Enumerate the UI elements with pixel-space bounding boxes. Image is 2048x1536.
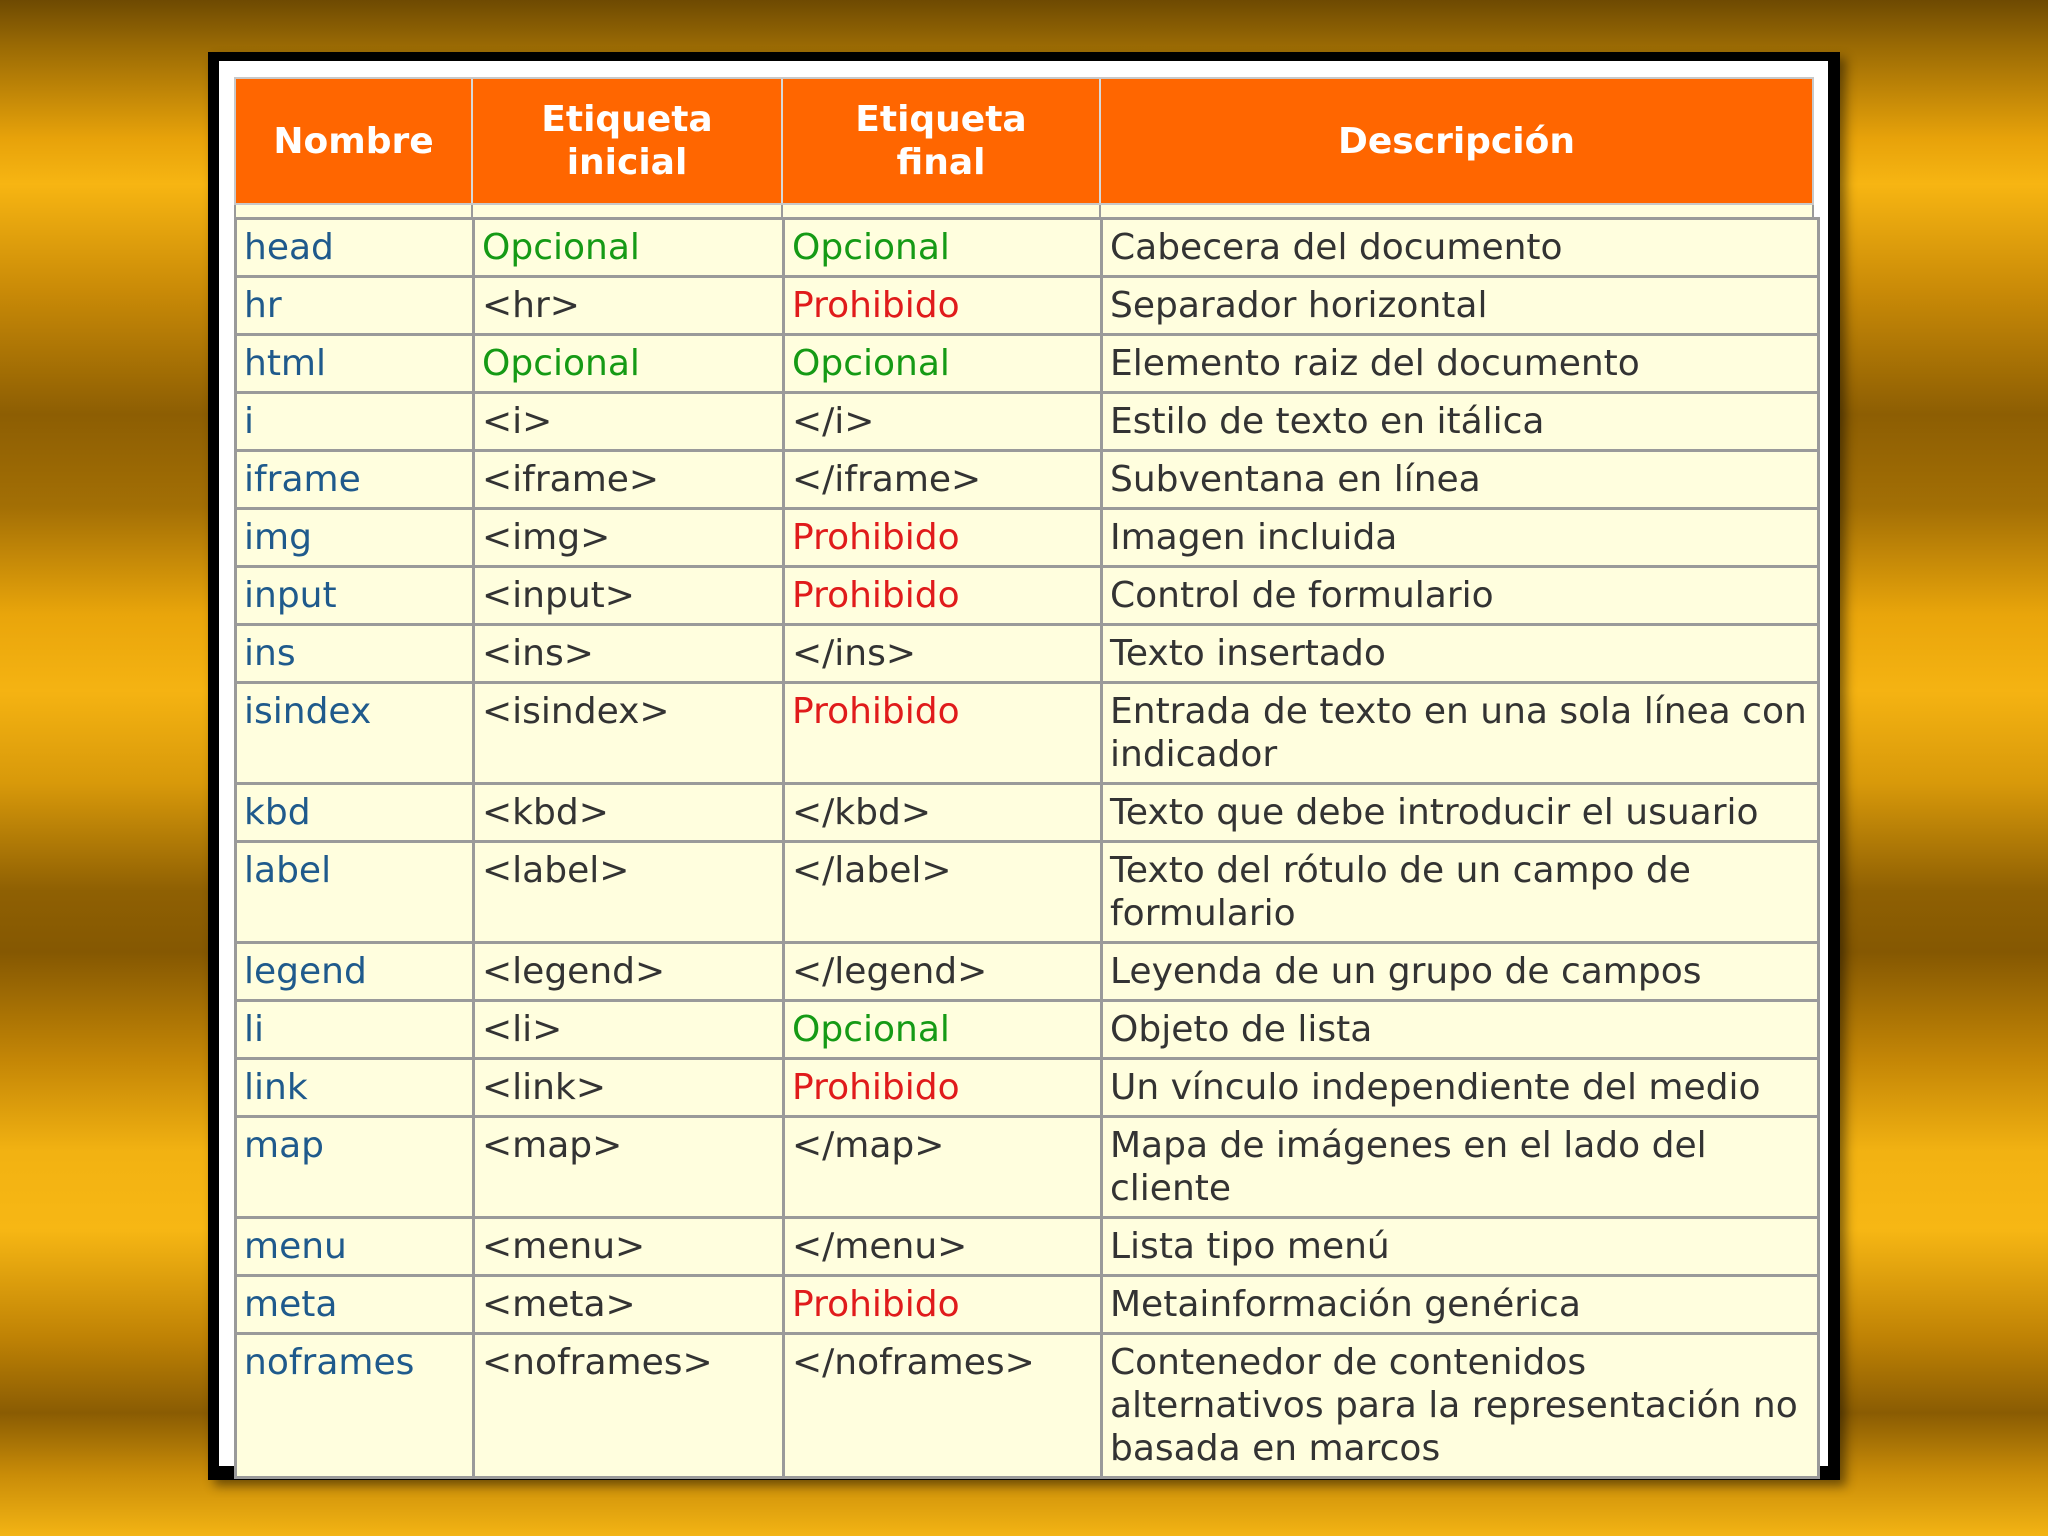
table-header	[234, 77, 1814, 205]
table-row	[236, 1334, 1819, 1478]
cell-end-tag: </menu>	[784, 1218, 1102, 1276]
table-row	[236, 1276, 1819, 1334]
cell-end-tag: Prohibido	[784, 1059, 1102, 1117]
table-body	[234, 217, 1820, 1479]
cell-start-tag: <iframe>	[474, 451, 784, 509]
cell-name: img	[236, 509, 474, 567]
cell-start-tag: <input>	[474, 567, 784, 625]
header-descripcion: Descripción	[1338, 120, 1575, 162]
table-row	[236, 1218, 1819, 1276]
table-row	[236, 1059, 1819, 1117]
cell-end-tag: </kbd>	[784, 784, 1102, 842]
cell-start-tag: Opcional	[474, 335, 784, 393]
header-etiqueta-inicial: Etiqueta inicial	[473, 79, 783, 203]
cell-description: Objeto de lista	[1102, 1001, 1819, 1059]
cell-end-tag: </noframes>	[784, 1334, 1102, 1478]
cell-name: meta	[236, 1276, 474, 1334]
cell-description: Entrada de texto en una sola línea con indicador	[1102, 683, 1819, 784]
cell-description: Leyenda de un grupo de campos	[1102, 943, 1819, 1001]
table-row	[236, 943, 1819, 1001]
cell-name: i	[236, 393, 474, 451]
table-row	[236, 784, 1819, 842]
slide-sheet	[219, 61, 1828, 1469]
cell-start-tag: <li>	[474, 1001, 784, 1059]
table-row	[236, 393, 1819, 451]
cell-start-tag: <ins>	[474, 625, 784, 683]
cell-description: Contenedor de contenidos alternativos para la representación no basada en marcos	[1102, 1334, 1819, 1478]
table-row	[236, 219, 1819, 277]
table-row	[236, 451, 1819, 509]
slide-frame	[208, 52, 1840, 1480]
cell-start-tag: <legend>	[474, 943, 784, 1001]
cell-end-tag: </ins>	[784, 625, 1102, 683]
cell-name: iframe	[236, 451, 474, 509]
cell-end-tag: Prohibido	[784, 683, 1102, 784]
cell-end-tag: Prohibido	[784, 277, 1102, 335]
cell-start-tag: <map>	[474, 1117, 784, 1218]
cell-description: Lista tipo menú	[1102, 1218, 1819, 1276]
cell-description: Texto del rótulo de un campo de formulario	[1102, 842, 1819, 943]
cell-name: noframes	[236, 1334, 474, 1478]
header-gap	[234, 205, 1814, 217]
cell-end-tag: </iframe>	[784, 451, 1102, 509]
cell-description: Mapa de imágenes en el lado del cliente	[1102, 1117, 1819, 1218]
cell-description: Elemento raiz del documento	[1102, 335, 1819, 393]
cell-start-tag: <label>	[474, 842, 784, 943]
cell-description: Metainformación genérica	[1102, 1276, 1819, 1334]
cell-description: Texto que debe introducir el usuario	[1102, 784, 1819, 842]
cell-name: label	[236, 842, 474, 943]
cell-start-tag: <img>	[474, 509, 784, 567]
cell-name: html	[236, 335, 474, 393]
html-tags-table	[234, 77, 1814, 1479]
cell-end-tag: </i>	[784, 393, 1102, 451]
cell-start-tag: <menu>	[474, 1218, 784, 1276]
cell-end-tag: </label>	[784, 842, 1102, 943]
cell-start-tag: <isindex>	[474, 683, 784, 784]
table-row	[236, 683, 1819, 784]
cell-name: isindex	[236, 683, 474, 784]
cell-description: Estilo de texto en itálica	[1102, 393, 1819, 451]
cell-start-tag: <kbd>	[474, 784, 784, 842]
cell-name: menu	[236, 1218, 474, 1276]
table-row	[236, 509, 1819, 567]
cell-end-tag: Prohibido	[784, 567, 1102, 625]
cell-start-tag: <noframes>	[474, 1334, 784, 1478]
cell-start-tag: <meta>	[474, 1276, 784, 1334]
cell-name: li	[236, 1001, 474, 1059]
cell-name: legend	[236, 943, 474, 1001]
cell-description: Texto insertado	[1102, 625, 1819, 683]
cell-description: Un vínculo independiente del medio	[1102, 1059, 1819, 1117]
table-row	[236, 567, 1819, 625]
table-row	[236, 1001, 1819, 1059]
header-etiqueta-final: Etiqueta final	[783, 79, 1101, 203]
cell-end-tag: </map>	[784, 1117, 1102, 1218]
cell-description: Imagen incluida	[1102, 509, 1819, 567]
table-row	[236, 277, 1819, 335]
cell-end-tag: Prohibido	[784, 1276, 1102, 1334]
cell-name: head	[236, 219, 474, 277]
cell-end-tag: Opcional	[784, 1001, 1102, 1059]
cell-start-tag: <i>	[474, 393, 784, 451]
cell-end-tag: Prohibido	[784, 509, 1102, 567]
cell-description: Control de formulario	[1102, 567, 1819, 625]
cell-end-tag: Opcional	[784, 219, 1102, 277]
cell-end-tag: </legend>	[784, 943, 1102, 1001]
header-nombre: Nombre	[236, 79, 473, 203]
cell-description: Cabecera del documento	[1102, 219, 1819, 277]
table-row	[236, 842, 1819, 943]
cell-name: map	[236, 1117, 474, 1218]
table-row	[236, 625, 1819, 683]
table-row	[236, 335, 1819, 393]
cell-description: Subventana en línea	[1102, 451, 1819, 509]
cell-name: hr	[236, 277, 474, 335]
cell-start-tag: <link>	[474, 1059, 784, 1117]
cell-name: ins	[236, 625, 474, 683]
table-row	[236, 1117, 1819, 1218]
cell-end-tag: Opcional	[784, 335, 1102, 393]
cell-name: kbd	[236, 784, 474, 842]
cell-start-tag: <hr>	[474, 277, 784, 335]
cell-name: link	[236, 1059, 474, 1117]
cell-start-tag: Opcional	[474, 219, 784, 277]
cell-name: input	[236, 567, 474, 625]
cell-description: Separador horizontal	[1102, 277, 1819, 335]
